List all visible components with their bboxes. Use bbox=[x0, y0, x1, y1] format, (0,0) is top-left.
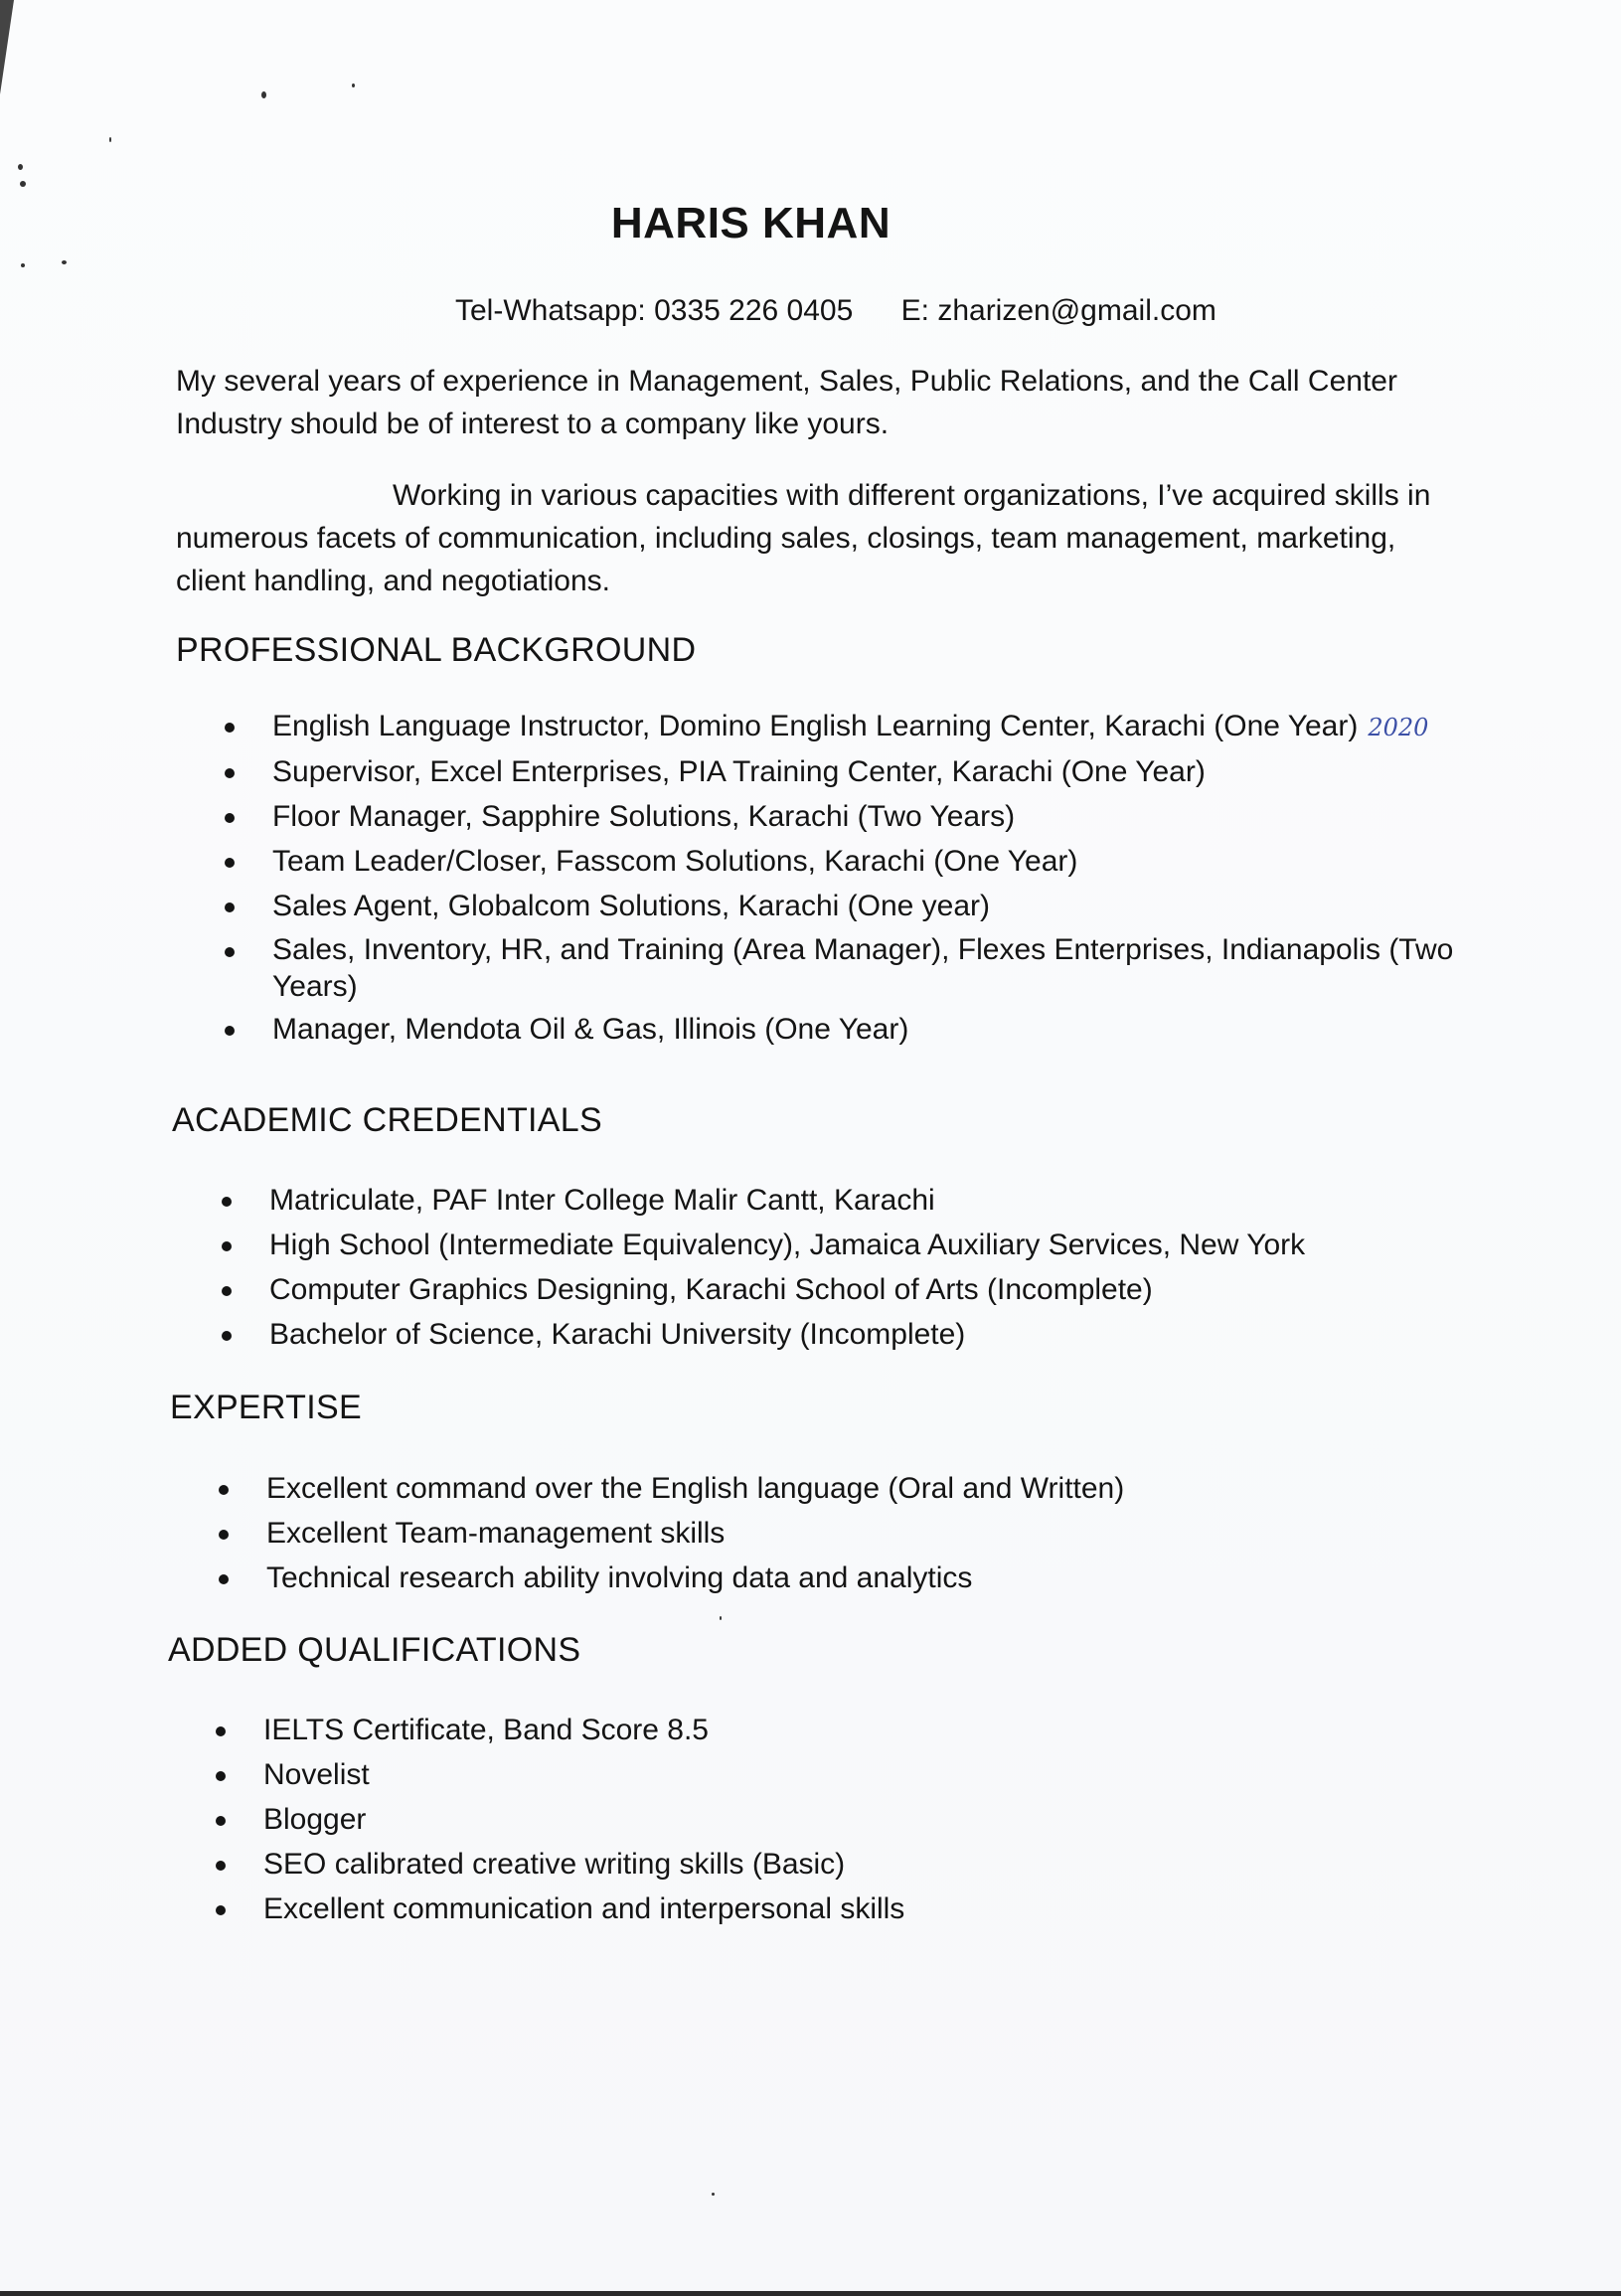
list-item bbox=[222, 1270, 1464, 1310]
list-item bbox=[225, 752, 1467, 792]
academic-credentials-list bbox=[222, 1181, 1464, 1360]
added-qualifications-heading: ADDED QUALIFICATIONS bbox=[168, 1631, 581, 1669]
list-item-text: Sales Agent, Globalcom Solutions, Karachi (One year) bbox=[272, 890, 991, 922]
expertise-list bbox=[219, 1469, 1461, 1603]
scan-speck bbox=[18, 164, 23, 170]
handwritten-note: 2020 bbox=[1368, 714, 1429, 741]
list-item bbox=[219, 1558, 1461, 1598]
list-item-text: IELTS Certificate, Band Score 8.5 bbox=[263, 1714, 709, 1746]
expertise-heading: EXPERTISE bbox=[170, 1389, 362, 1426]
list-item bbox=[219, 1514, 1461, 1554]
candidate-name bbox=[0, 199, 1621, 248]
list-item bbox=[225, 887, 1467, 926]
list-item-text: Excellent communication and interpersonal skills bbox=[263, 1892, 905, 1925]
list-item bbox=[225, 842, 1467, 882]
scan-speck bbox=[62, 260, 67, 264]
scan-speck bbox=[352, 83, 355, 87]
scan-speck bbox=[261, 91, 266, 98]
scan-speck bbox=[20, 181, 26, 187]
list-item-text: Excellent Team-management skills bbox=[266, 1517, 726, 1550]
list-item-text: Excellent command over the English language (Oral and Written) bbox=[266, 1472, 1125, 1505]
list-item bbox=[216, 1711, 1458, 1750]
intro-paragraph-2: Working in various capacities with different organizations, I’ve acquired skills in numerous facets of communication, including sales, closings, team management, marketing, client handling, and negotiations. bbox=[176, 479, 1431, 597]
email-address: E: zharizen@gmail.com bbox=[900, 294, 1216, 327]
list-item bbox=[225, 1010, 1467, 1050]
list-item-text: Floor Manager, Sapphire Solutions, Karachi (Two Years) bbox=[272, 800, 1016, 833]
list-item-text: Supervisor, Excel Enterprises, PIA Training Center, Karachi (One Year) bbox=[272, 755, 1206, 788]
list-item bbox=[225, 797, 1467, 837]
list-item bbox=[225, 931, 1467, 1005]
phone-number: Tel-Whatsapp: 0335 226 0405 bbox=[455, 294, 854, 327]
list-item-text: Sales, Inventory, HR, and Training (Area Manager), Flexes Enterprises, Indianapolis (Two Years) bbox=[272, 933, 1454, 1003]
scan-speck bbox=[21, 263, 25, 267]
scan-corner-artifact bbox=[0, 0, 14, 94]
list-item-text: Blogger bbox=[263, 1803, 367, 1836]
list-item bbox=[216, 1845, 1458, 1885]
candidate-name-text: HARIS KHAN bbox=[610, 199, 892, 247]
list-item-text: Novelist bbox=[263, 1758, 370, 1791]
list-item-text: Computer Graphics Designing, Karachi School of Arts (Incomplete) bbox=[269, 1273, 1153, 1306]
list-item-text: SEO calibrated creative writing skills (Basic) bbox=[263, 1848, 846, 1881]
list-item-text: Matriculate, PAF Inter College Malir Cantt, Karachi bbox=[269, 1184, 935, 1217]
professional-background-heading: PROFESSIONAL BACKGROUND bbox=[176, 631, 697, 669]
list-item-text: English Language Instructor, Domino English Learning Center, Karachi (One Year) bbox=[272, 710, 1359, 742]
list-item-text: High School (Intermediate Equivalency), Jamaica Auxiliary Services, New York bbox=[269, 1229, 1306, 1261]
scan-speck bbox=[712, 2193, 715, 2196]
list-item bbox=[216, 1889, 1458, 1929]
contact-line bbox=[455, 294, 1216, 328]
scan-speck bbox=[109, 137, 111, 142]
list-item-text: Team Leader/Closer, Fasscom Solutions, Karachi (One Year) bbox=[272, 845, 1078, 878]
list-item bbox=[222, 1315, 1464, 1355]
list-item-text: Manager, Mendota Oil & Gas, Illinois (One Year) bbox=[272, 1013, 909, 1046]
list-item bbox=[225, 707, 1467, 747]
scan-speck bbox=[720, 1616, 722, 1620]
intro-paragraph-1: My several years of experience in Management, Sales, Public Relations, and the Call Center Industry should be of interest to a company like yours. bbox=[176, 365, 1397, 440]
list-item bbox=[222, 1181, 1464, 1221]
list-item bbox=[222, 1226, 1464, 1265]
added-qualifications-list bbox=[216, 1711, 1458, 1934]
list-item-text: Bachelor of Science, Karachi University (Incomplete) bbox=[269, 1318, 966, 1351]
professional-background-list bbox=[225, 707, 1467, 1055]
list-item bbox=[216, 1755, 1458, 1795]
scan-bottom-edge bbox=[0, 2291, 1621, 2296]
list-item bbox=[219, 1469, 1461, 1509]
academic-credentials-heading: ACADEMIC CREDENTIALS bbox=[172, 1101, 602, 1139]
list-item-text: Technical research ability involving data and analytics bbox=[266, 1561, 973, 1594]
list-item bbox=[216, 1800, 1458, 1840]
